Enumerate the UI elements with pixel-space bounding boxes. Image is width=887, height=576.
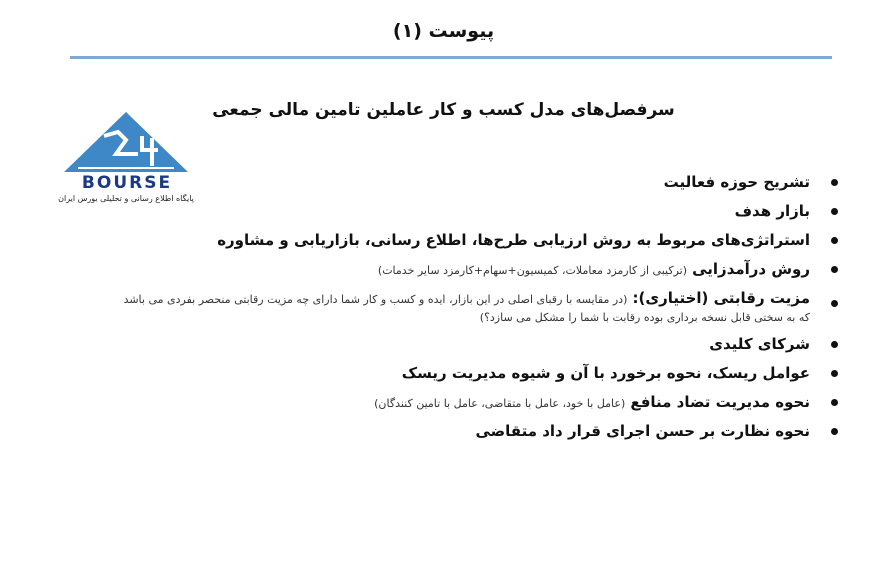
- bullet-icon: [831, 428, 838, 435]
- item-label: بازار هدف: [734, 202, 810, 220]
- bullet-icon: [831, 208, 838, 215]
- item-label: شرکای کلیدی: [709, 335, 810, 353]
- bullet-icon: [831, 237, 838, 244]
- item-note-continuation: که به سختی قابل نسخه برداری بوده رقابت با شما را مشکل می سازد؟): [479, 311, 810, 324]
- item-label: استراتژی‌های مربوط به روش ارزیابی طرح‌ها، اطلاع رسانی، بازاریابی و مشاوره: [217, 231, 810, 249]
- item-label: مزیت رقابتی (اختیاری):: [632, 289, 810, 307]
- item-label: تشریح حوزه فعالیت: [663, 173, 810, 191]
- item-note: (در مقایسه با رقبای اصلی در این بازار، ایده و کسب و کار شما دارای چه مزیت رقابتی منحصر بفردی می باشد: [123, 293, 628, 306]
- list-item: [40, 334, 840, 353]
- list-item: [40, 172, 840, 191]
- list-item: [40, 288, 840, 324]
- item-label: عوامل ریسک، نحوه برخورد با آن و شیوه مدیریت ریسک: [401, 364, 810, 382]
- bullet-icon: [831, 399, 838, 406]
- bullet-icon: [831, 341, 838, 348]
- bullet-list: [40, 172, 840, 440]
- item-label: روش درآمدزایی: [692, 260, 810, 278]
- appendix-title: پیوست (۱): [392, 20, 495, 42]
- item-label: نحوه مدیریت تضاد منافع: [630, 393, 810, 411]
- logo-caption: پایگاه اطلاع رسانی و تحلیلی بورس ایران: [58, 194, 194, 203]
- list-item: [40, 201, 840, 220]
- bullet-icon: [831, 300, 838, 307]
- list-item: [40, 392, 840, 411]
- item-label: نحوه نظارت بر حسن اجرای قرار داد متقاضی: [475, 422, 810, 440]
- document-heading: سرفصل‌های مدل کسب و کار عاملین تامین مالی جمعی: [212, 100, 675, 120]
- list-item: [40, 259, 840, 278]
- list-item: [40, 363, 840, 382]
- list-item: [40, 421, 840, 440]
- bullet-icon: [831, 370, 838, 377]
- header-divider: [70, 56, 832, 59]
- bullet-icon: [831, 266, 838, 273]
- list-item: [40, 230, 840, 249]
- triangle-logo-icon: [48, 110, 204, 176]
- bullet-icon: [831, 179, 838, 186]
- item-note: (ترکیبی از کارمزد معاملات، کمیسیون+سهام+کارمزد سایر خدمات): [377, 264, 688, 277]
- logo-wordmark: BOURSE: [81, 173, 173, 193]
- item-note: (عامل با خود، عامل با متقاضی، عامل با تامین کنندگان): [374, 397, 626, 410]
